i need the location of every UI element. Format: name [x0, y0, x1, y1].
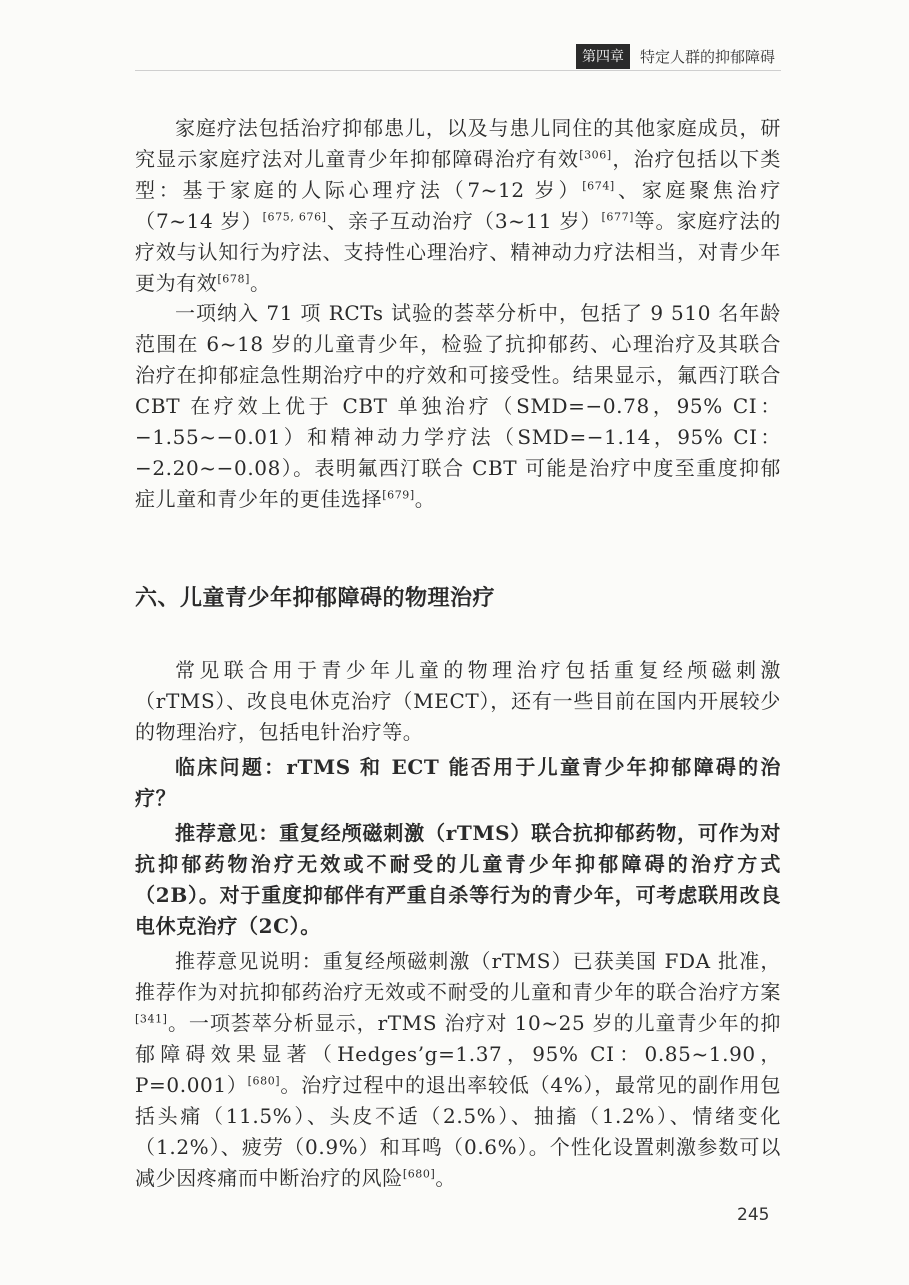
citation: [674] [582, 179, 615, 193]
text: 等。家庭疗法的疗效与认知行为疗法、支持性心理治疗、精神动力疗法相当，对青少年更为有效 [135, 209, 781, 295]
text: 。 [414, 487, 436, 511]
text: 、亲子互动治疗（3~11 岁） [326, 209, 602, 233]
citation: [680] [247, 1074, 281, 1088]
text: 一项纳入 71 项 RCTs 试验的荟萃分析中，包括了 9 510 名年龄范围在 6~18 岁的儿童青少年，检验了抗抑郁药、心理治疗及其联合治疗在抑郁症急性期治疗中的疗效和可接受性。结果显示，氟西汀联合 CBT 在疗效上优于 CBT 单独治疗（SMD=−0.78，95% CI：−1.55~−0.01）和精神动力学疗法（SMD=−1.14，95% CI：−2.20~−0.08）。表明氟西汀联合 CBT 可能是治疗中度至重度抑郁症儿童和青少年的更佳选择 [135, 301, 781, 511]
citation: [677] [601, 210, 635, 224]
text: 、家庭聚焦治疗（7~14 岁） [135, 178, 782, 233]
text: 。 [435, 1166, 457, 1190]
text: 推荐意见说明：重复经颅磁刺激（rTMS）已获美国 FDA 批准，推荐作为对抗抑郁药治疗无效或不耐受的儿童和青少年的联合治疗方案 [135, 949, 781, 1004]
paragraph-meta-analysis [135, 298, 781, 515]
citation: [675, 676] [262, 210, 327, 224]
clinical-question: 临床问题：rTMS 和 ECT 能否用于儿童青少年抑郁障碍的治疗？ [135, 755, 781, 810]
recommendation-explanation [135, 946, 781, 1194]
text: 。一项荟萃分析显示，rTMS 治疗对 10~25 岁的儿童青少年的抑郁障碍效果显著（Hedges’g=1.37，95% CI：0.85~1.90，P=0.001） [135, 1011, 781, 1097]
citation: [680] [402, 1167, 436, 1181]
text: 。治疗过程中的退出率较低（4%），最常见的副作用包括头痛（11.5%）、头皮不适（2.5%）、抽搐（1.2%）、情绪变化（1.2%）、疲劳（0.9%）和耳鸣（0.6%）。个性化设置刺激参数可以减少因疼痛而中断治疗的风险 [135, 1073, 781, 1190]
text: 常见联合用于青少年儿童的物理治疗包括重复经颅磁刺激（rTMS）、改良电休克治疗（MECT），还有一些目前在国内开展较少的物理治疗，包括电针治疗等。 [135, 658, 781, 744]
running-header [576, 44, 775, 69]
chapter-badge: 第四章 [576, 44, 630, 69]
header-rule [135, 70, 781, 71]
text: 家庭疗法包括治疗抑郁患儿，以及与患儿同住的其他家庭成员，研究显示家庭疗法对儿童青少年抑郁障碍治疗有效 [135, 116, 781, 171]
citation: [679] [382, 488, 415, 502]
citation: [678] [217, 272, 250, 286]
text: 。 [250, 271, 271, 295]
citation: [341] [135, 1012, 168, 1026]
citation: [306] [579, 148, 612, 162]
section-title: 六、儿童青少年抑郁障碍的物理治疗 [135, 586, 496, 611]
paragraph-physical-therapy [135, 655, 781, 1194]
paragraph-family-therapy [135, 113, 781, 299]
chapter-title: 特定人群的抑郁障碍 [639, 48, 775, 66]
page-number: 245 [737, 1205, 770, 1225]
text: ，治疗包括以下类型：基于家庭的人际心理疗法（7~12 岁） [135, 147, 781, 202]
recommendation: 推荐意见：重复经颅磁刺激（rTMS）联合抗抑郁药物，可作为对抗抑郁药物治疗无效或不耐受的儿童青少年抑郁障碍的治疗方式（2B）。对于重度抑郁伴有严重自杀等行为的青少年，可考虑联用改良电休克治疗（2C）。 [135, 821, 781, 938]
